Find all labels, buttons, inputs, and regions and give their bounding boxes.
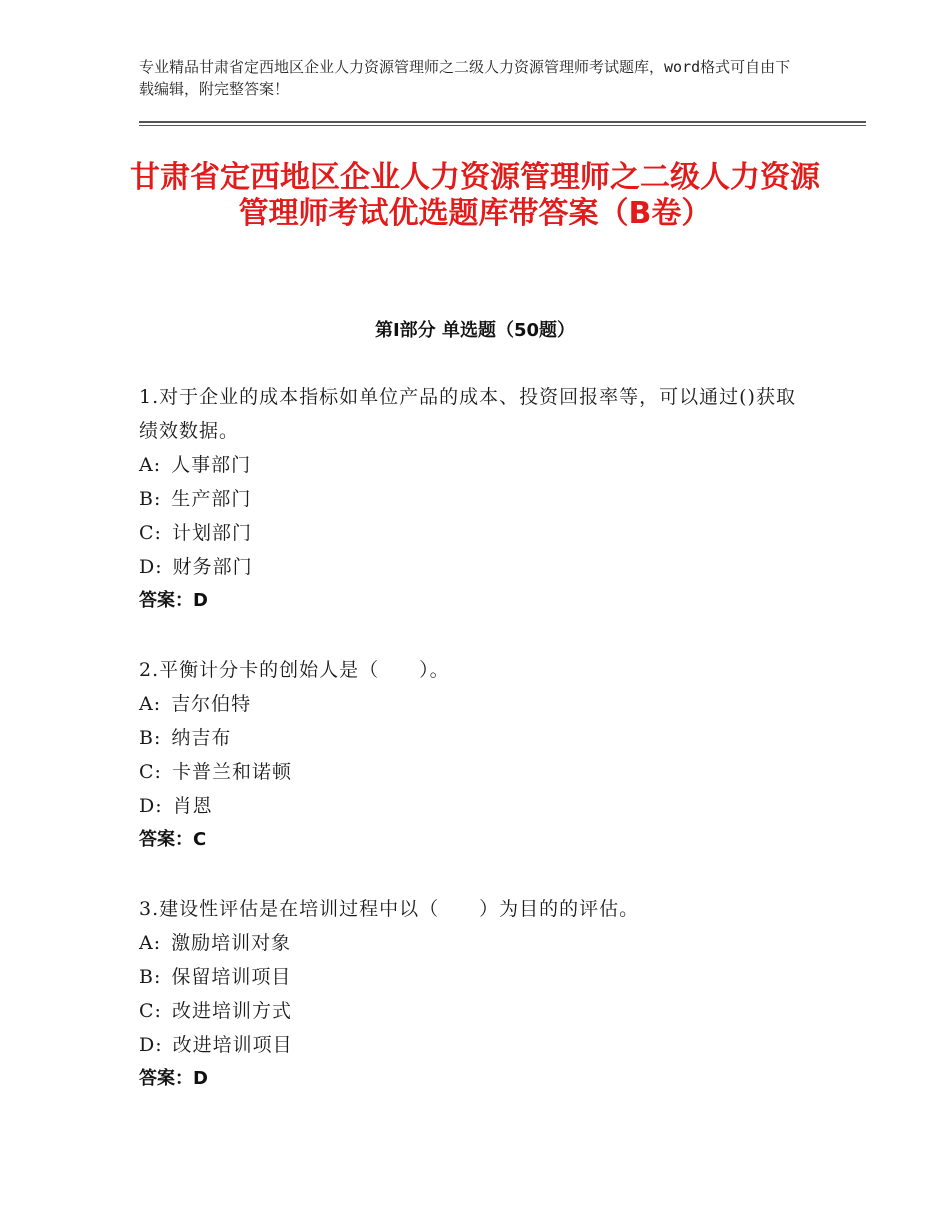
header-rule-thick xyxy=(139,121,866,123)
option-a xyxy=(139,926,809,960)
option-label: B: xyxy=(139,966,162,988)
option-c xyxy=(139,516,809,550)
option-text: 肖恩 xyxy=(172,795,213,817)
option-label: C: xyxy=(139,1000,162,1022)
option-b xyxy=(139,960,809,994)
question-2 xyxy=(139,653,809,857)
answer: 答案：D xyxy=(139,1068,208,1089)
option-text: 卡普兰和诺顿 xyxy=(171,761,292,783)
option-label: D: xyxy=(139,795,163,817)
option-label: D: xyxy=(139,1034,163,1056)
option-label: A: xyxy=(139,693,162,715)
option-label: D: xyxy=(139,556,163,578)
option-text: 生产部门 xyxy=(171,488,252,510)
header-note: 专业精品甘肃省定西地区企业人力资源管理师之二级人力资源管理师考试题库，word格式可自由下载编辑，附完整答案！ xyxy=(139,58,791,98)
option-b xyxy=(139,482,809,516)
option-d xyxy=(139,789,809,823)
question-stem: 3.建设性评估是在培训过程中以（ ）为目的的评估。 xyxy=(139,898,640,920)
option-label: C: xyxy=(139,761,162,783)
option-label: B: xyxy=(139,488,162,510)
header-rule-thin xyxy=(139,125,866,126)
answer: 答案：D xyxy=(139,590,208,611)
option-a xyxy=(139,448,809,482)
question-list xyxy=(139,380,809,1131)
option-text: 保留培训项目 xyxy=(171,966,292,988)
option-text: 计划部门 xyxy=(171,522,252,544)
option-label: B: xyxy=(139,727,162,749)
option-d xyxy=(139,1028,809,1062)
option-d xyxy=(139,550,809,584)
option-text: 激励培训对象 xyxy=(171,932,292,954)
answer: 答案：C xyxy=(139,829,207,850)
question-3 xyxy=(139,892,809,1096)
option-text: 吉尔伯特 xyxy=(171,693,252,715)
section-heading: 第Ⅰ部分 单选题（50题） xyxy=(374,320,575,341)
option-a xyxy=(139,687,809,721)
option-c xyxy=(139,994,809,1028)
question-stem: 1.对于企业的成本指标如单位产品的成本、投资回报率等，可以通过()获取绩效数据。 xyxy=(139,386,796,442)
option-text: 财务部门 xyxy=(172,556,253,578)
question-1 xyxy=(139,380,809,618)
option-label: C: xyxy=(139,522,162,544)
option-text: 人事部门 xyxy=(171,454,252,476)
option-text: 纳吉布 xyxy=(171,727,232,749)
question-stem: 2.平衡计分卡的创始人是（ ）。 xyxy=(139,659,450,681)
option-text: 改进培训方式 xyxy=(171,1000,292,1022)
option-label: A: xyxy=(139,454,162,476)
option-b xyxy=(139,721,809,755)
document-title: 甘肃省定西地区企业人力资源管理师之二级人力资源管理师考试优选题库带答案（B卷） xyxy=(130,160,820,231)
option-label: A: xyxy=(139,932,162,954)
option-text: 改进培训项目 xyxy=(172,1034,293,1056)
option-c xyxy=(139,755,809,789)
